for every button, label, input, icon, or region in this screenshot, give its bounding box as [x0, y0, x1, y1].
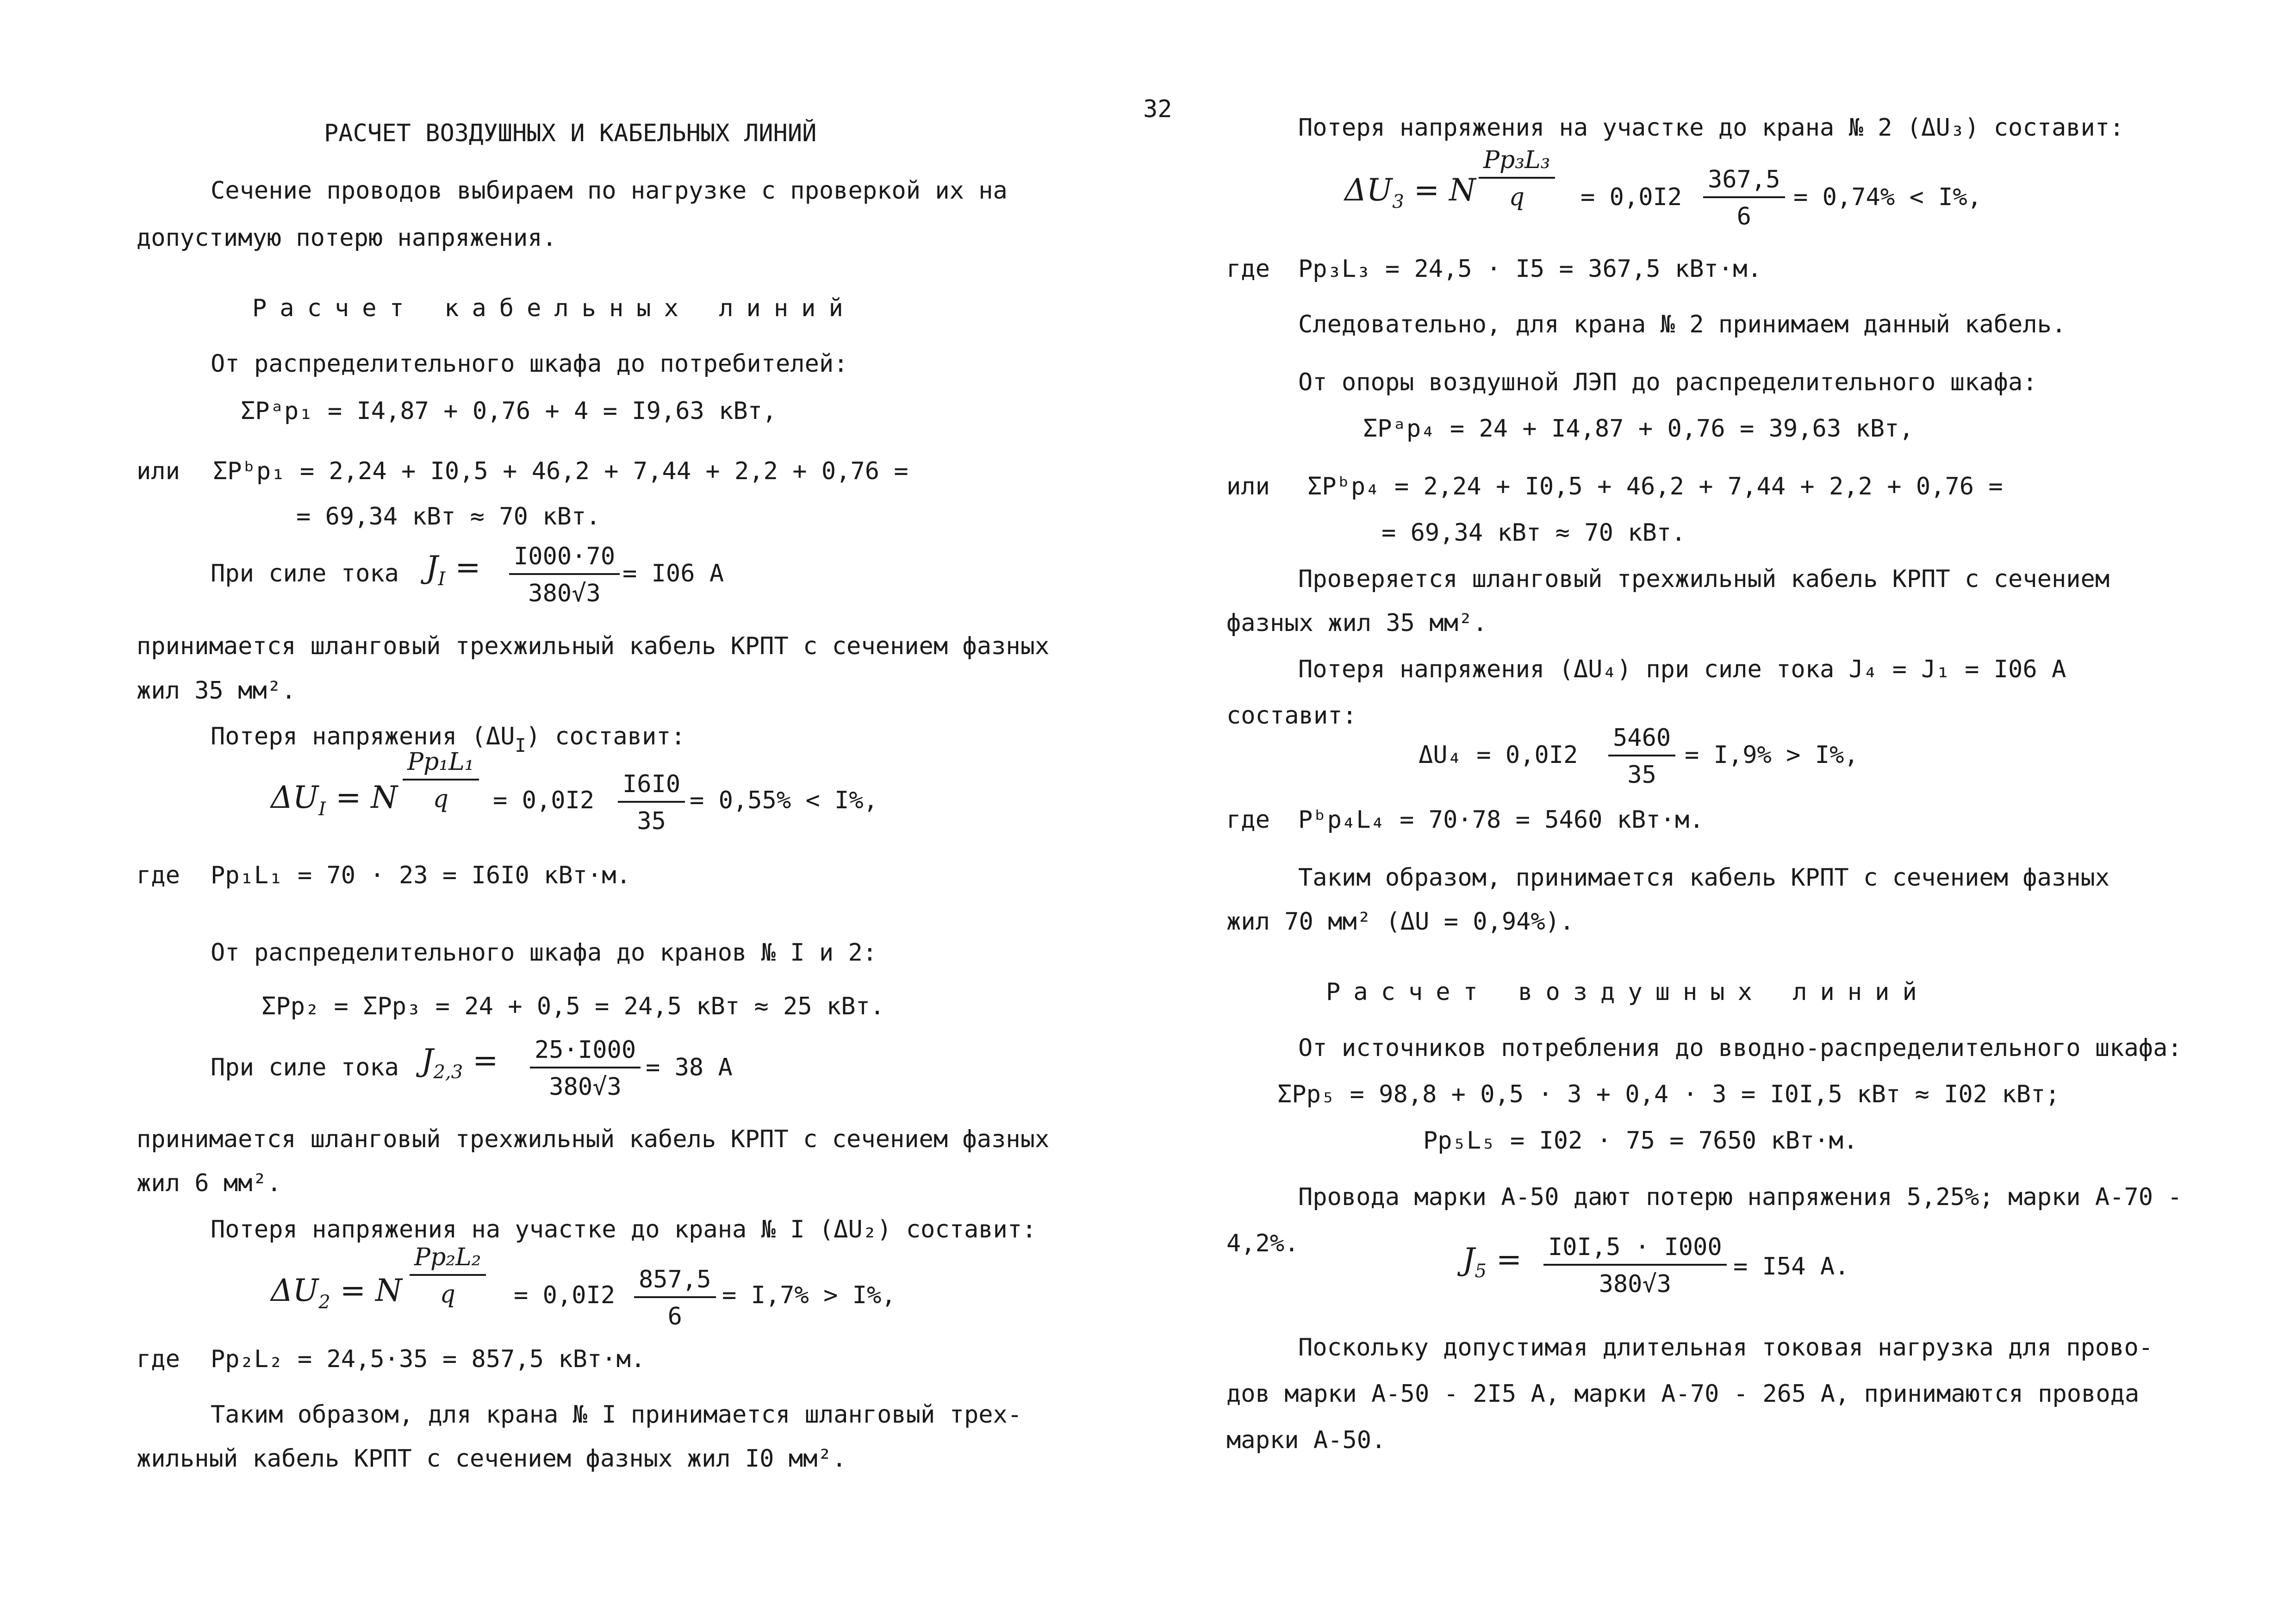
conclusion-3b: жил 70 мм² (ΔU = 0,94%). — [1226, 908, 1574, 936]
eq-du2-formula-den: q — [440, 1280, 455, 1308]
text-current: При силе тока — [211, 560, 399, 587]
conclusion-1b: жильный кабель КРПТ с сечением фазных жил I0 мм². — [137, 1445, 847, 1473]
eq-du2-result: = I,7% > I%, — [722, 1281, 896, 1309]
eq-du1-denominator: 35 — [637, 807, 666, 835]
loss-phrase-1-end: ) составит: — [526, 723, 685, 750]
eq-pl5: Pp₅L₅ = I02 · 75 = 7650 кВт·м. — [1423, 1127, 1858, 1155]
eq-j5-lhs: $J_5$ = — [1462, 1242, 1522, 1282]
text-from-pole: От опоры воздушной ЛЭП до распределительного шкафа: — [1298, 369, 2037, 396]
eq-du1-result: = 0,55% < I%, — [690, 787, 878, 814]
wires-text-a: Провода марки А-50 дают потерю напряжения 5,25%; марки А-70 - — [1298, 1183, 2182, 1211]
eq-du3-formula-den: q — [1509, 183, 1524, 211]
accept-text-2a: принимается шланговый трехжильный кабель КРПТ с сечением фазных — [137, 1125, 1050, 1153]
eq-du3-subscript: 3 — [1392, 191, 1404, 212]
eq-j1-result: = I06 А — [622, 560, 724, 587]
eq-du3-numerator: 367,5 — [1703, 168, 1785, 198]
eq-j5-fraction — [1543, 1235, 1727, 1296]
eq-du3-fraction — [1703, 168, 1785, 229]
eq-sum-p4-a: ΣPᵃp₄ = 24 + I4,87 + 0,76 = 39,63 кВт, — [1363, 415, 1914, 443]
eq-du4-result: = I,9% > I%, — [1685, 741, 1859, 769]
eq-du1-symbol: ΔU — [271, 780, 319, 815]
subheading-overhead-lines: Расчет воздушных линий — [1326, 978, 1930, 1006]
eq-j1-subscript: I — [438, 568, 446, 590]
eq-du2-lhs — [271, 1275, 402, 1312]
conclusion-3a: Таким образом, принимается кабель КРПТ с сечением фазных — [1298, 864, 2110, 892]
eq-du1-subscript: I — [318, 799, 326, 820]
subheading-cable-lines: Расчет кабельных линий — [252, 294, 856, 322]
check-text-1a: Проверяется шланговый трехжильный кабель КРПТ с сечением — [1298, 565, 2110, 593]
eq-pl1: Pp₁L₁ = 70 · 23 = I6I0 кВт·м. — [211, 862, 631, 889]
eq-du4-fraction — [1608, 726, 1675, 787]
wires-text-b: 4,2%. — [1226, 1230, 1299, 1257]
eq-du2-formula-num: Pp₂L₂ — [410, 1245, 486, 1276]
eq-sum-p1-b: ΣPᵇp₁ = 2,24 + I0,5 + 46,2 + 7,44 + 2,2 + 0,76 = — [213, 457, 908, 485]
loss-phrase-1-sub: I — [515, 735, 526, 756]
text-from-cabinet: От распределительного шкафа до потребителей: — [211, 350, 848, 378]
page-title: РАСЧЕТ ВОЗДУШНЫХ И КАБЕЛЬНЫХ ЛИНИЙ — [324, 119, 817, 147]
eq-j1-lhs: $J_I$ = — [426, 550, 481, 590]
eq-du1-coef: = N — [336, 780, 398, 815]
eq-du3-formula-num: Pp₃L₃ — [1479, 148, 1555, 179]
eq-j23-fraction — [530, 1038, 641, 1099]
word-where-3: где — [1226, 255, 1270, 283]
eq-sum-p4-b-cont: = 69,34 кВт ≈ 70 кВт. — [1381, 519, 1686, 547]
eq-du2-fraction — [634, 1268, 716, 1329]
eq-j5-symbol: J — [1462, 1242, 1475, 1277]
eq-du3-symbol: ΔU — [1344, 172, 1393, 208]
eq-j23-lhs: $J_{2,3}$ = — [421, 1043, 498, 1083]
word-or: или — [137, 457, 180, 485]
eq-du3-mid: = 0,0I2 — [1580, 183, 1682, 211]
accept-text-1b: жил 35 мм². — [137, 677, 296, 705]
eq-du2-formula — [410, 1245, 486, 1306]
eq-du3-result: = 0,74% < I%, — [1793, 183, 1982, 211]
word-where-4: где — [1226, 806, 1270, 834]
loss-crane-1: Потеря напряжения на участке до крана № I (ΔU₂) составит: — [211, 1216, 1037, 1243]
eq-du2-coef: = N — [340, 1273, 402, 1308]
eq-du4: ΔU₄ = 0,0I2 — [1419, 741, 1578, 769]
eq-du2-symbol: ΔU — [271, 1273, 319, 1308]
eq-pl2: Pp₂L₂ = 24,5·35 = 857,5 кВт·м. — [211, 1345, 646, 1373]
text-current-2: При силе тока — [211, 1054, 399, 1081]
eq-du1-fraction — [618, 772, 685, 833]
loss-4-a: Потеря напряжения (ΔU₄) при силе тока J₄ = J₁ = I06 А — [1298, 656, 2066, 683]
eq-sum-p2: ΣPp₂ = ΣPp₃ = 24 + 0,5 = 24,5 кВт ≈ 25 кВт. — [261, 993, 885, 1020]
eq-j23-denominator: 380√3 — [549, 1073, 622, 1101]
page-number: 32 — [1143, 95, 1172, 123]
loss-4-b: составит: — [1226, 702, 1357, 730]
eq-j23-result: = 38 А — [646, 1054, 733, 1081]
eq-j23-numerator: 25·I000 — [530, 1038, 641, 1068]
accept-text-2b: жил 6 мм². — [137, 1169, 282, 1197]
word-where-1: где — [137, 862, 180, 889]
eq-du4-numerator: 5460 — [1608, 726, 1675, 756]
eq-pl4: Pᵇp₄L₄ = 70·78 = 5460 кВт·м. — [1298, 806, 1704, 834]
eq-du2-subscript: 2 — [318, 1292, 330, 1313]
eq-du3-coef: = N — [1413, 172, 1476, 208]
conclusion-2: Следовательно, для крана № 2 принимаем данный кабель. — [1298, 311, 2066, 338]
eq-sum-p5: ΣPp₅ = 98,8 + 0,5 · 3 + 0,4 · 3 = I0I,5 кВт ≈ I02 кВт; — [1277, 1081, 2060, 1108]
eq-j5-subscript: 5 — [1475, 1261, 1487, 1282]
eq-du3-denominator: 6 — [1736, 203, 1751, 231]
check-text-1b: фазных жил 35 мм². — [1226, 609, 1487, 637]
eq-du3-formula — [1479, 148, 1555, 209]
eq-du4-denominator: 35 — [1627, 761, 1656, 789]
word-or-2: или — [1226, 473, 1270, 500]
eq-du1-formula — [403, 750, 479, 811]
text-from-sources: От источников потребления до вводно-распределительного шкафа: — [1298, 1034, 2182, 1062]
final-text-a: Поскольку допустимая длительная токовая нагрузка для прово- — [1298, 1334, 2153, 1362]
eq-j1-fraction — [509, 544, 620, 606]
eq-j5-denominator: 380√3 — [1599, 1270, 1672, 1298]
eq-du1-lhs — [271, 782, 398, 818]
eq-j23-subscript: 2,3 — [433, 1062, 463, 1083]
eq-j5-result: = I54 А. — [1733, 1253, 1849, 1280]
loss-phrase-1-text: Потеря напряжения (ΔU — [211, 723, 515, 750]
eq-du3-lhs — [1344, 172, 1476, 212]
eq-du1-mid: = 0,0I2 — [493, 787, 595, 814]
eq-du2-mid: = 0,0I2 — [514, 1281, 616, 1309]
intro-line-1: Сечение проводов выбираем по нагрузке с проверкой их на — [211, 177, 1008, 205]
final-text-b: дов марки А-50 - 2I5 А, марки А-70 - 265 А, принимаются провода — [1226, 1380, 2140, 1408]
text-to-cranes: От распределительного шкафа до кранов № I и 2: — [211, 939, 877, 967]
accept-text-1a: принимается шланговый трехжильный кабель КРПТ с сечением фазных — [137, 632, 1050, 660]
word-where-2: где — [137, 1345, 180, 1373]
conclusion-1a: Таким образом, для крана № I принимается шланговый трех- — [211, 1401, 1022, 1429]
eq-j1-denominator: 380√3 — [528, 580, 601, 607]
intro-line-2: допустимую потерю напряжения. — [137, 224, 557, 252]
eq-sum-p4-b: ΣPᵇp₄ = 2,24 + I0,5 + 46,2 + 7,44 + 2,2 + 0,76 = — [1307, 473, 2003, 500]
loss-crane-2: Потеря напряжения на участке до крана № 2 (ΔU₃) составит: — [1298, 114, 2124, 142]
eq-pl3: Pp₃L₃ = 24,5 · I5 = 367,5 кВт·м. — [1298, 255, 1762, 283]
eq-du2-numerator: 857,5 — [634, 1268, 716, 1298]
eq-du2-denominator: 6 — [667, 1303, 682, 1330]
eq-sum-p1-a: ΣPᵃp₁ = I4,87 + 0,76 + 4 = I9,63 кВт, — [241, 397, 777, 425]
eq-du1-formula-den: q — [433, 785, 448, 813]
eq-j1-symbol: J — [426, 550, 438, 585]
eq-sum-p1-b-cont: = 69,34 кВт ≈ 70 кВт. — [296, 503, 601, 531]
eq-du1-formula-num: Pp₁L₁ — [403, 750, 479, 781]
eq-j1-numerator: I000·70 — [509, 544, 620, 575]
eq-j5-numerator: I0I,5 · I000 — [1543, 1235, 1727, 1266]
final-text-c: марки А-50. — [1226, 1426, 1386, 1454]
eq-du1-numerator: I6I0 — [618, 772, 685, 803]
eq-j23-symbol: J — [421, 1043, 434, 1078]
